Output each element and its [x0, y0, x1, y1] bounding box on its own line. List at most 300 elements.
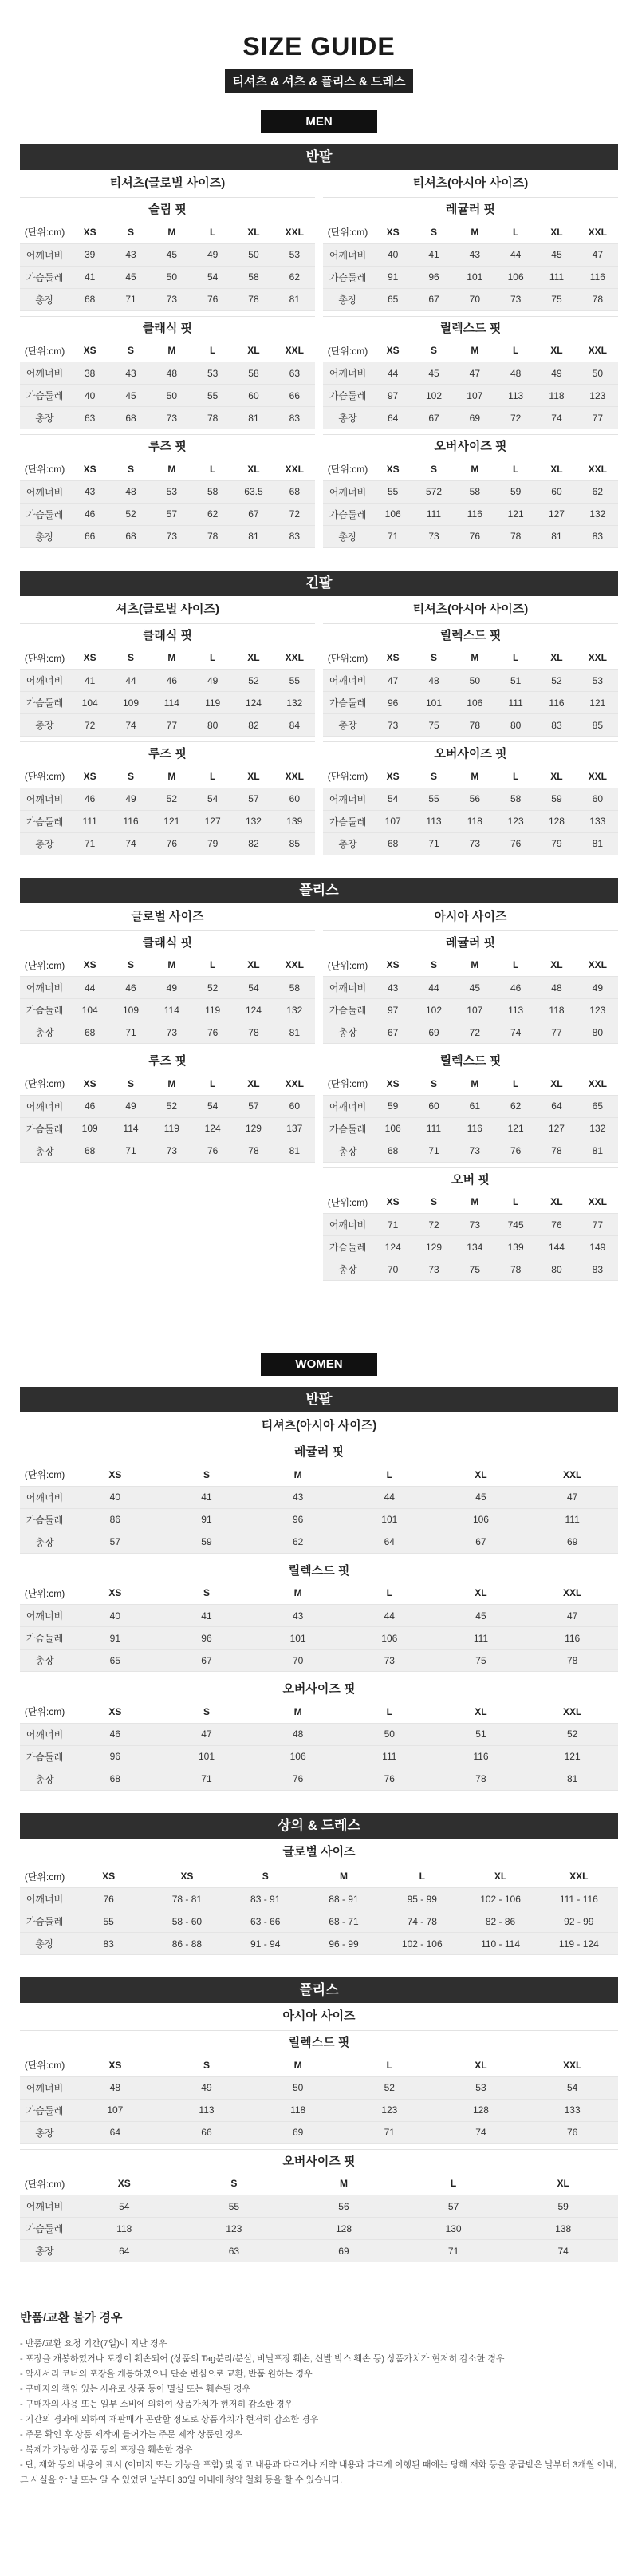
size-column — [20, 596, 315, 860]
measurement-value: 46 — [69, 503, 110, 525]
measurement-value: 149 — [577, 1236, 618, 1258]
measurement-value: 48 — [69, 2076, 161, 2099]
notice-line: - 복제가 가능한 상품 등의 포장을 훼손한 경우 — [20, 2445, 193, 2455]
measurement-value: 76 — [192, 1140, 233, 1162]
measurement-label: 가슴둘레 — [323, 692, 372, 714]
measurement-value: 44 — [344, 1486, 435, 1508]
measurement-value: 85 — [577, 714, 618, 737]
size-header: L — [344, 1464, 435, 1486]
fit-title: 릴렉스드 핏 — [20, 2030, 618, 2054]
fit-title: 릴렉스드 핏 — [20, 1559, 618, 1582]
size-header: XS — [69, 1701, 161, 1723]
measurement-value: 43 — [455, 243, 495, 266]
measurement-value: 81 — [577, 1140, 618, 1162]
size-table — [20, 221, 315, 311]
measurement-value: 116 — [455, 1117, 495, 1140]
size-header: M — [305, 1866, 383, 1888]
men-section — [0, 110, 638, 1338]
size-header: S — [413, 647, 454, 670]
unit-label: (단위:cm) — [20, 221, 69, 243]
fit-title: 릴렉스드 핏 — [323, 623, 618, 647]
measurement-label: 가슴둘레 — [323, 999, 372, 1021]
measurement-row — [323, 480, 618, 503]
size-header: XL — [536, 1073, 577, 1095]
measurement-value: 72 — [274, 503, 315, 525]
measurement-value: 53 — [274, 243, 315, 266]
measurement-value: 132 — [577, 503, 618, 525]
measurement-value: 78 — [192, 525, 233, 547]
unit-label: (단위:cm) — [323, 1191, 372, 1214]
measurement-value: 46 — [69, 788, 110, 810]
measurement-value: 139 — [495, 1236, 536, 1258]
size-header-row — [20, 1866, 618, 1888]
measurement-value: 116 — [536, 692, 577, 714]
measurement-value: 71 — [344, 2121, 435, 2143]
measurement-value: 48 — [252, 1723, 344, 1745]
size-header: M — [455, 1073, 495, 1095]
measurement-row — [20, 1768, 618, 1790]
measurement-value: 113 — [495, 385, 536, 407]
size-header: L — [192, 340, 233, 362]
measurement-value: 71 — [110, 288, 151, 310]
size-table — [20, 340, 315, 430]
measurement-value: 121 — [495, 503, 536, 525]
size-header: M — [152, 647, 192, 670]
measurement-value: 50 — [577, 362, 618, 385]
size-header: S — [226, 1866, 305, 1888]
measurement-row — [20, 670, 315, 692]
fit-block — [323, 930, 618, 1045]
size-header: S — [110, 458, 151, 480]
measurement-value: 76 — [455, 525, 495, 547]
size-header: S — [413, 765, 454, 788]
measurement-value: 45 — [413, 362, 454, 385]
size-header: XL — [233, 221, 274, 243]
measurement-row — [20, 1933, 618, 1955]
measurement-value: 124 — [233, 999, 274, 1021]
measurement-value: 62 — [192, 503, 233, 525]
measurement-value: 132 — [274, 999, 315, 1021]
measurement-value: 81 — [577, 832, 618, 855]
size-header: XS — [69, 340, 110, 362]
measurement-value: 66 — [274, 385, 315, 407]
section-gap — [0, 2267, 638, 2285]
measurement-value: 83 - 91 — [226, 1888, 305, 1910]
size-header: S — [110, 340, 151, 362]
fit-block — [323, 434, 618, 548]
size-header: XS — [69, 1866, 148, 1888]
measurement-value: 76 — [495, 832, 536, 855]
measurement-value: 113 — [413, 810, 454, 832]
measurement-label: 어깨너비 — [20, 1605, 69, 1627]
measurement-row — [323, 288, 618, 310]
measurement-value: 133 — [577, 810, 618, 832]
measurement-value: 91 — [372, 266, 413, 288]
measurement-label: 총장 — [20, 1933, 69, 1955]
size-header: L — [495, 647, 536, 670]
fit-block — [20, 1866, 618, 1956]
measurement-value: 74 — [110, 714, 151, 737]
measurement-value: 68 - 71 — [305, 1910, 383, 1933]
measurement-value: 57 — [233, 1095, 274, 1117]
measurement-value: 82 — [233, 714, 274, 737]
measurement-value: 73 — [152, 288, 192, 310]
size-header: XXL — [577, 221, 618, 243]
size-header: L — [495, 1191, 536, 1214]
measurement-value: 64 — [372, 407, 413, 429]
measurement-value: 128 — [289, 2218, 399, 2240]
size-header: XS — [69, 2054, 161, 2076]
size-column — [20, 170, 315, 553]
size-header-row — [323, 954, 618, 977]
measurement-value: 80 — [577, 1021, 618, 1044]
measurement-value: 123 — [577, 999, 618, 1021]
measurement-value: 107 — [372, 810, 413, 832]
measurement-value: 118 — [536, 385, 577, 407]
category-section — [20, 1387, 618, 1796]
measurement-value: 85 — [274, 832, 315, 855]
measurement-value: 127 — [536, 1117, 577, 1140]
measurement-value: 76 — [252, 1768, 344, 1790]
measurement-value: 38 — [69, 362, 110, 385]
size-header: XL — [536, 1191, 577, 1214]
measurement-value: 77 — [536, 1021, 577, 1044]
fit-block — [20, 1677, 618, 1791]
measurement-value: 81 — [233, 525, 274, 547]
measurement-value: 128 — [435, 2099, 527, 2121]
measurement-value: 116 — [455, 503, 495, 525]
size-column — [20, 1839, 618, 1961]
notice-line: - 악세서리 코너의 포장을 개봉하였으나 단순 변심으로 교환, 반품 원하는 경우 — [20, 2369, 313, 2379]
size-header: L — [495, 765, 536, 788]
size-header: XL — [435, 1582, 527, 1605]
measurement-value: 96 — [252, 1508, 344, 1531]
measurement-value: 96 — [69, 1745, 161, 1768]
size-header: L — [495, 458, 536, 480]
size-header: XL — [233, 458, 274, 480]
measurement-value: 106 — [435, 1508, 527, 1531]
measurement-value: 44 — [413, 977, 454, 999]
measurement-value: 47 — [577, 243, 618, 266]
measurement-row — [20, 692, 315, 714]
measurement-value: 53 — [152, 480, 192, 503]
measurement-value: 75 — [435, 1650, 527, 1672]
size-header: XS — [372, 954, 413, 977]
measurement-label: 가슴둘레 — [323, 810, 372, 832]
measurement-value: 54 — [192, 266, 233, 288]
size-header-row — [323, 1073, 618, 1095]
size-header: XS — [69, 647, 110, 670]
fit-block — [323, 1167, 618, 1282]
measurement-value: 48 — [536, 977, 577, 999]
size-header: XS — [69, 765, 110, 788]
fit-block — [20, 623, 315, 737]
unit-label: (단위:cm) — [20, 1073, 69, 1095]
measurement-value: 78 — [192, 407, 233, 429]
unit-label: (단위:cm) — [20, 1464, 69, 1486]
size-table — [20, 647, 315, 737]
measurement-value: 50 — [344, 1723, 435, 1745]
measurement-value: 101 — [413, 692, 454, 714]
measurement-row — [20, 407, 315, 429]
measurement-value: 76 — [536, 1214, 577, 1236]
size-header: L — [192, 221, 233, 243]
measurement-value: 76 — [152, 832, 192, 855]
measurement-value: 45 — [455, 977, 495, 999]
size-header: M — [455, 221, 495, 243]
measurement-row — [20, 385, 315, 407]
measurement-value: 64 — [536, 1095, 577, 1117]
measurement-value: 69 — [252, 2121, 344, 2143]
size-header: XL — [536, 221, 577, 243]
measurement-value: 49 — [161, 2076, 253, 2099]
measurement-value: 48 — [152, 362, 192, 385]
size-table — [323, 954, 618, 1045]
category-title: 반팔 — [20, 144, 618, 170]
measurement-label: 가슴둘레 — [20, 503, 69, 525]
measurement-label: 가슴둘레 — [20, 2099, 69, 2121]
unit-label: (단위:cm) — [20, 1582, 69, 1605]
category-title: 긴팔 — [20, 571, 618, 596]
measurement-value: 74 — [110, 832, 151, 855]
measurement-row — [323, 1236, 618, 1258]
measurement-value: 82 - 86 — [461, 1910, 539, 1933]
notice-line: - 구매자의 사용 또는 일부 소비에 의하여 상품가치가 현저히 감소한 경우 — [20, 2400, 293, 2409]
size-header: XXL — [526, 1464, 618, 1486]
measurement-value: 49 — [110, 788, 151, 810]
measurement-label: 총장 — [20, 288, 69, 310]
measurement-value: 79 — [192, 832, 233, 855]
measurement-value: 92 - 99 — [540, 1910, 618, 1933]
measurement-value: 83 — [274, 525, 315, 547]
size-column — [20, 1412, 618, 1796]
measurement-value: 68 — [69, 1768, 161, 1790]
measurement-value: 123 — [344, 2099, 435, 2121]
measurement-value: 45 — [110, 385, 151, 407]
measurement-value: 53 — [577, 670, 618, 692]
measurement-label: 가슴둘레 — [20, 385, 69, 407]
measurement-value: 78 — [233, 288, 274, 310]
measurement-row — [20, 1021, 315, 1044]
measurement-value: 81 — [536, 525, 577, 547]
measurement-label: 가슴둘레 — [20, 999, 69, 1021]
measurement-value: 106 — [455, 692, 495, 714]
size-header: XL — [536, 954, 577, 977]
measurement-value: 63 — [179, 2240, 289, 2262]
measurement-row — [323, 1117, 618, 1140]
unit-label: (단위:cm) — [20, 1866, 69, 1888]
measurement-value: 111 — [413, 503, 454, 525]
measurement-value: 118 — [455, 810, 495, 832]
size-column — [20, 903, 315, 1286]
measurement-value: 73 — [413, 525, 454, 547]
size-header: XS — [148, 1866, 226, 1888]
measurement-row — [20, 2099, 618, 2121]
measurement-value: 81 — [274, 1021, 315, 1044]
measurement-row — [20, 1888, 618, 1910]
measurement-row — [20, 1531, 618, 1553]
unit-label: (단위:cm) — [323, 647, 372, 670]
size-column — [323, 596, 618, 860]
measurement-label: 어깨너비 — [20, 1723, 69, 1745]
notice-line: - 주문 확인 후 상품 제작에 들어가는 주문 제작 상품인 경우 — [20, 2430, 242, 2440]
measurement-row — [323, 692, 618, 714]
size-header: S — [413, 954, 454, 977]
measurement-value: 80 — [192, 714, 233, 737]
measurement-row — [323, 832, 618, 855]
size-header: XS — [372, 1073, 413, 1095]
category-section — [20, 144, 618, 553]
measurement-label: 총장 — [20, 525, 69, 547]
size-header: S — [110, 647, 151, 670]
measurement-value: 55 — [179, 2195, 289, 2218]
measurement-value: 72 — [413, 1214, 454, 1236]
fit-title: 오버사이즈 핏 — [323, 741, 618, 765]
measurement-value: 44 — [110, 670, 151, 692]
notice-line: - 기간의 경과에 의하여 재판매가 곤란할 정도로 상품가치가 현저히 감소한 경우 — [20, 2415, 319, 2424]
measurement-value: 69 — [526, 1531, 618, 1553]
measurement-label: 총장 — [323, 407, 372, 429]
measurement-label: 어깨너비 — [323, 977, 372, 999]
measurement-row — [20, 999, 315, 1021]
measurement-row — [20, 480, 315, 503]
measurement-value: 49 — [110, 1095, 151, 1117]
measurement-value: 73 — [152, 407, 192, 429]
notice-line: - 반품/교환 요청 기간(7일)이 지난 경우 — [20, 2339, 167, 2349]
measurement-label: 총장 — [323, 1140, 372, 1162]
unit-label: (단위:cm) — [20, 340, 69, 362]
measurement-value: 70 — [372, 1258, 413, 1281]
measurement-label: 총장 — [323, 525, 372, 547]
unit-label: (단위:cm) — [20, 458, 69, 480]
measurement-row — [323, 1258, 618, 1281]
size-header: XXL — [577, 340, 618, 362]
measurement-value: 60 — [413, 1095, 454, 1117]
measurement-value: 78 — [536, 1140, 577, 1162]
notice-lines — [20, 2337, 618, 2488]
measurement-value: 49 — [192, 243, 233, 266]
measurement-value: 45 — [152, 243, 192, 266]
size-header: L — [192, 647, 233, 670]
measurement-value: 127 — [192, 810, 233, 832]
size-table — [20, 1701, 618, 1791]
size-header: XXL — [526, 2054, 618, 2076]
size-header: XXL — [274, 458, 315, 480]
measurement-value: 81 — [274, 1140, 315, 1162]
measurement-value: 64 — [69, 2240, 179, 2262]
measurement-value: 67 — [161, 1650, 253, 1672]
measurement-value: 74 — [435, 2121, 527, 2143]
measurement-label: 가슴둘레 — [323, 503, 372, 525]
size-header-row — [20, 765, 315, 788]
measurement-value: 54 — [526, 2076, 618, 2099]
measurement-value: 109 — [110, 999, 151, 1021]
fit-block — [323, 741, 618, 855]
measurement-value: 130 — [399, 2218, 509, 2240]
measurement-value: 119 — [152, 1117, 192, 1140]
size-table — [323, 458, 618, 548]
fit-title: 오버사이즈 핏 — [323, 434, 618, 458]
measurement-value: 55 — [413, 788, 454, 810]
size-header: S — [110, 954, 151, 977]
measurement-value: 63.5 — [233, 480, 274, 503]
measurement-value: 40 — [69, 385, 110, 407]
measurement-value: 73 — [495, 288, 536, 310]
size-header-row — [20, 1464, 618, 1486]
measurement-value: 50 — [152, 266, 192, 288]
size-header: L — [192, 1073, 233, 1095]
measurement-value: 114 — [152, 692, 192, 714]
measurement-value: 78 — [233, 1140, 274, 1162]
measurement-value: 118 — [252, 2099, 344, 2121]
measurement-value: 77 — [577, 407, 618, 429]
measurement-label: 가슴둘레 — [20, 266, 69, 288]
category-section — [20, 571, 618, 860]
measurement-value: 43 — [252, 1486, 344, 1508]
measurement-value: 106 — [495, 266, 536, 288]
measurement-row — [20, 2218, 618, 2240]
size-header: M — [252, 2054, 344, 2076]
size-header: M — [455, 647, 495, 670]
section-gap — [0, 1796, 638, 1813]
measurement-value: 65 — [69, 1650, 161, 1672]
measurement-row — [323, 525, 618, 547]
measurement-value: 58 — [233, 266, 274, 288]
measurement-row — [323, 788, 618, 810]
measurement-value: 68 — [69, 1140, 110, 1162]
measurement-value: 68 — [372, 832, 413, 855]
column-heading: 티셔츠(아시아 사이즈) — [412, 602, 529, 616]
measurement-value: 46 — [69, 1095, 110, 1117]
measurement-value: 83 — [536, 714, 577, 737]
category-columns — [20, 2003, 618, 2267]
category-title: 상의 & 드레스 — [20, 1813, 618, 1839]
fit-title: 오버 핏 — [323, 1167, 618, 1191]
measurement-row — [323, 1021, 618, 1044]
measurement-value: 76 — [192, 288, 233, 310]
measurement-value: 52 — [526, 1723, 618, 1745]
fit-title: 루즈 핏 — [20, 434, 315, 458]
measurement-value: 46 — [152, 670, 192, 692]
measurement-value: 62 — [495, 1095, 536, 1117]
measurement-value: 56 — [289, 2195, 399, 2218]
measurement-row — [323, 1214, 618, 1236]
measurement-value: 67 — [413, 288, 454, 310]
measurement-label: 어깨너비 — [20, 670, 69, 692]
measurement-value: 111 - 116 — [540, 1888, 618, 1910]
measurement-value: 71 — [110, 1140, 151, 1162]
measurement-row — [20, 2240, 618, 2262]
size-header: M — [455, 765, 495, 788]
measurement-value: 71 — [399, 2240, 509, 2262]
measurement-value: 97 — [372, 999, 413, 1021]
measurement-label: 어깨너비 — [323, 788, 372, 810]
measurement-value: 134 — [455, 1236, 495, 1258]
measurement-value: 121 — [577, 692, 618, 714]
size-header: M — [252, 1464, 344, 1486]
measurement-value: 116 — [577, 266, 618, 288]
size-header: XL — [435, 2054, 527, 2076]
size-header-row — [20, 2173, 618, 2195]
measurement-label: 어깨너비 — [20, 362, 69, 385]
measurement-value: 76 — [495, 1140, 536, 1162]
size-header-row — [20, 458, 315, 480]
size-header: S — [110, 221, 151, 243]
size-header: XS — [69, 954, 110, 977]
measurement-value: 48 — [495, 362, 536, 385]
measurement-value: 78 — [495, 525, 536, 547]
measurement-label: 어깨너비 — [323, 1214, 372, 1236]
